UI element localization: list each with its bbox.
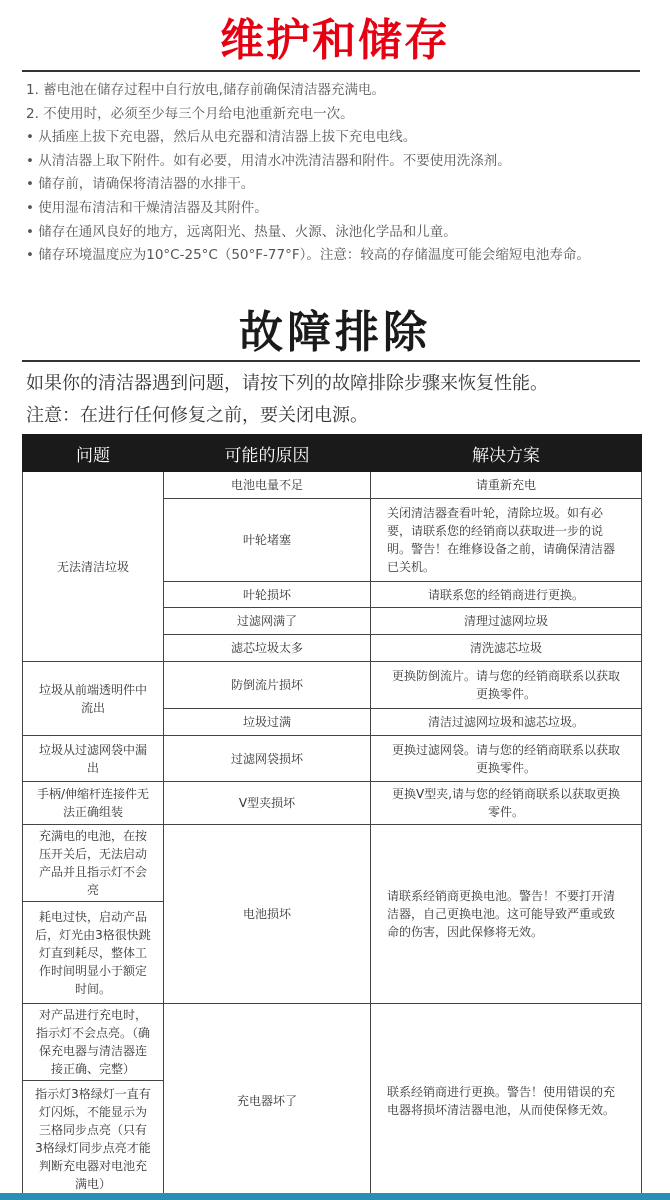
solution-cell: 联系经销商进行更换。警告！使用错误的充电器将损坏清洁器电池，从而使保修无效。 (371, 1004, 642, 1198)
header-solution: 解决方案 (371, 435, 642, 472)
cause-cell: V型夹损坏 (164, 782, 371, 825)
solution-cell: 请重新充电 (371, 472, 642, 499)
solution-cell: 清理过滤网垃圾 (371, 608, 642, 635)
storage-divider (22, 70, 640, 72)
cause-cell: 电池电量不足 (164, 472, 371, 499)
storage-item: • 从插座上拔下充电器，然后从电充器和清洁器上拔下充电电线。 (26, 129, 417, 146)
table-row (23, 736, 642, 782)
storage-item: • 使用湿布清洁和干燥清洁器及其附件。 (26, 199, 268, 216)
storage-item: 2. 不使用时，必须至少每三个月给电池重新充电一次。 (26, 105, 354, 122)
troubleshooting-title: 故障排除 (239, 307, 431, 358)
storage-item: • 储存在通风良好的地方，远离阳光、热量、火源、泳池化学品和儿童。 (26, 223, 457, 240)
solution-cell: 请联系您的经销商进行更换。 (371, 582, 642, 608)
table-header-row (23, 435, 642, 472)
solution-cell: 清洗滤芯垃圾 (371, 635, 642, 662)
solution-cell: 更换过滤网袋。请与您的经销商联系以获取更换零件。 (371, 736, 642, 782)
problem-cell: 对产品进行充电时，指示灯不会点亮。（确保充电器与清洁器连接正确、完整） (23, 1004, 164, 1081)
problem-cell: 充满电的电池，在按压开关后，无法启动产品并且指示灯不会亮 (23, 825, 164, 902)
cause-cell: 电池损坏 (164, 825, 371, 1004)
cause-cell: 叶轮堵塞 (164, 499, 371, 582)
problem-cell: 无法清洁垃圾 (23, 472, 164, 662)
cause-cell: 叶轮损坏 (164, 582, 371, 608)
header-problem: 问题 (23, 435, 164, 472)
solution-cell: 关闭清洁器查看叶轮，清除垃圾。如有必要，请联系您的经销商以获取进一步的说明。警告！在维修设备之前，请确保清洁器已关机。 (371, 499, 642, 582)
table-row (23, 662, 642, 709)
storage-item: • 储存环境温度应为10°C-25°C（50°F-77°F）。注意：较高的存储温度可能会缩短电池寿命。 (26, 247, 590, 264)
cause-cell: 充电器坏了 (164, 1004, 371, 1198)
storage-list (26, 79, 656, 268)
problem-cell: 垃圾从前端透明件中流出 (23, 662, 164, 736)
solution-cell: 清洁过滤网垃圾和滤芯垃圾。 (371, 709, 642, 736)
cause-cell: 过滤网满了 (164, 608, 371, 635)
header-cause: 可能的原因 (164, 435, 371, 472)
cause-cell: 过滤网袋损坏 (164, 736, 371, 782)
table-row (23, 472, 642, 499)
troubleshooting-intro: 如果你的清洁器遇到问题，请按下列的故障排除步骤来恢复性能。 (26, 373, 548, 394)
cause-cell: 滤芯垃圾太多 (164, 635, 371, 662)
solution-cell: 更换防倒流片。请与您的经销商联系以获取更换零件。 (371, 662, 642, 709)
troubleshooting-note: 注意：在进行任何修复之前，要关闭电源。 (26, 405, 368, 426)
problem-cell: 指示灯3格绿灯一直有灯闪烁，不能显示为三格同步点亮（只有 3格绿灯同步点亮才能判断充电器对电池充满电） (23, 1081, 164, 1198)
solution-cell: 更换V型夹,请与您的经销商联系以获取更换零件。 (371, 782, 642, 825)
problem-cell: 耗电过快，启动产品后，灯光由3格很快跳灯直到耗尽，整体工作时间明显小于额定时间。 (23, 902, 164, 1004)
cause-cell: 防倒流片损坏 (164, 662, 371, 709)
table-row (23, 782, 642, 825)
cause-cell: 垃圾过满 (164, 709, 371, 736)
storage-item: • 从清洁器上取下附件。如有必要，用清水冲洗清洁器和附件。不要使用洗涤剂。 (26, 152, 511, 169)
problem-cell: 手柄/伸缩杆连接件无法正确组装 (23, 782, 164, 825)
troubleshooting-table (22, 434, 642, 1198)
storage-title: 维护和储存 (220, 15, 450, 66)
table-row (23, 1004, 642, 1081)
troubleshooting-divider (22, 360, 640, 362)
bottom-accent-bar (0, 1193, 670, 1200)
storage-item: 1. 蓄电池在储存过程中自行放电,储存前确保清洁器充满电。 (26, 82, 385, 98)
table-row (23, 825, 642, 902)
problem-cell: 垃圾从过滤网袋中漏出 (23, 736, 164, 782)
storage-item: • 储存前，请确保将清洁器的水排干。 (26, 176, 255, 193)
solution-cell: 请联系经销商更换电池。警告！不要打开清洁器，自己更换电池。这可能导致严重或致命的伤害，因此保修将无效。 (371, 825, 642, 1004)
